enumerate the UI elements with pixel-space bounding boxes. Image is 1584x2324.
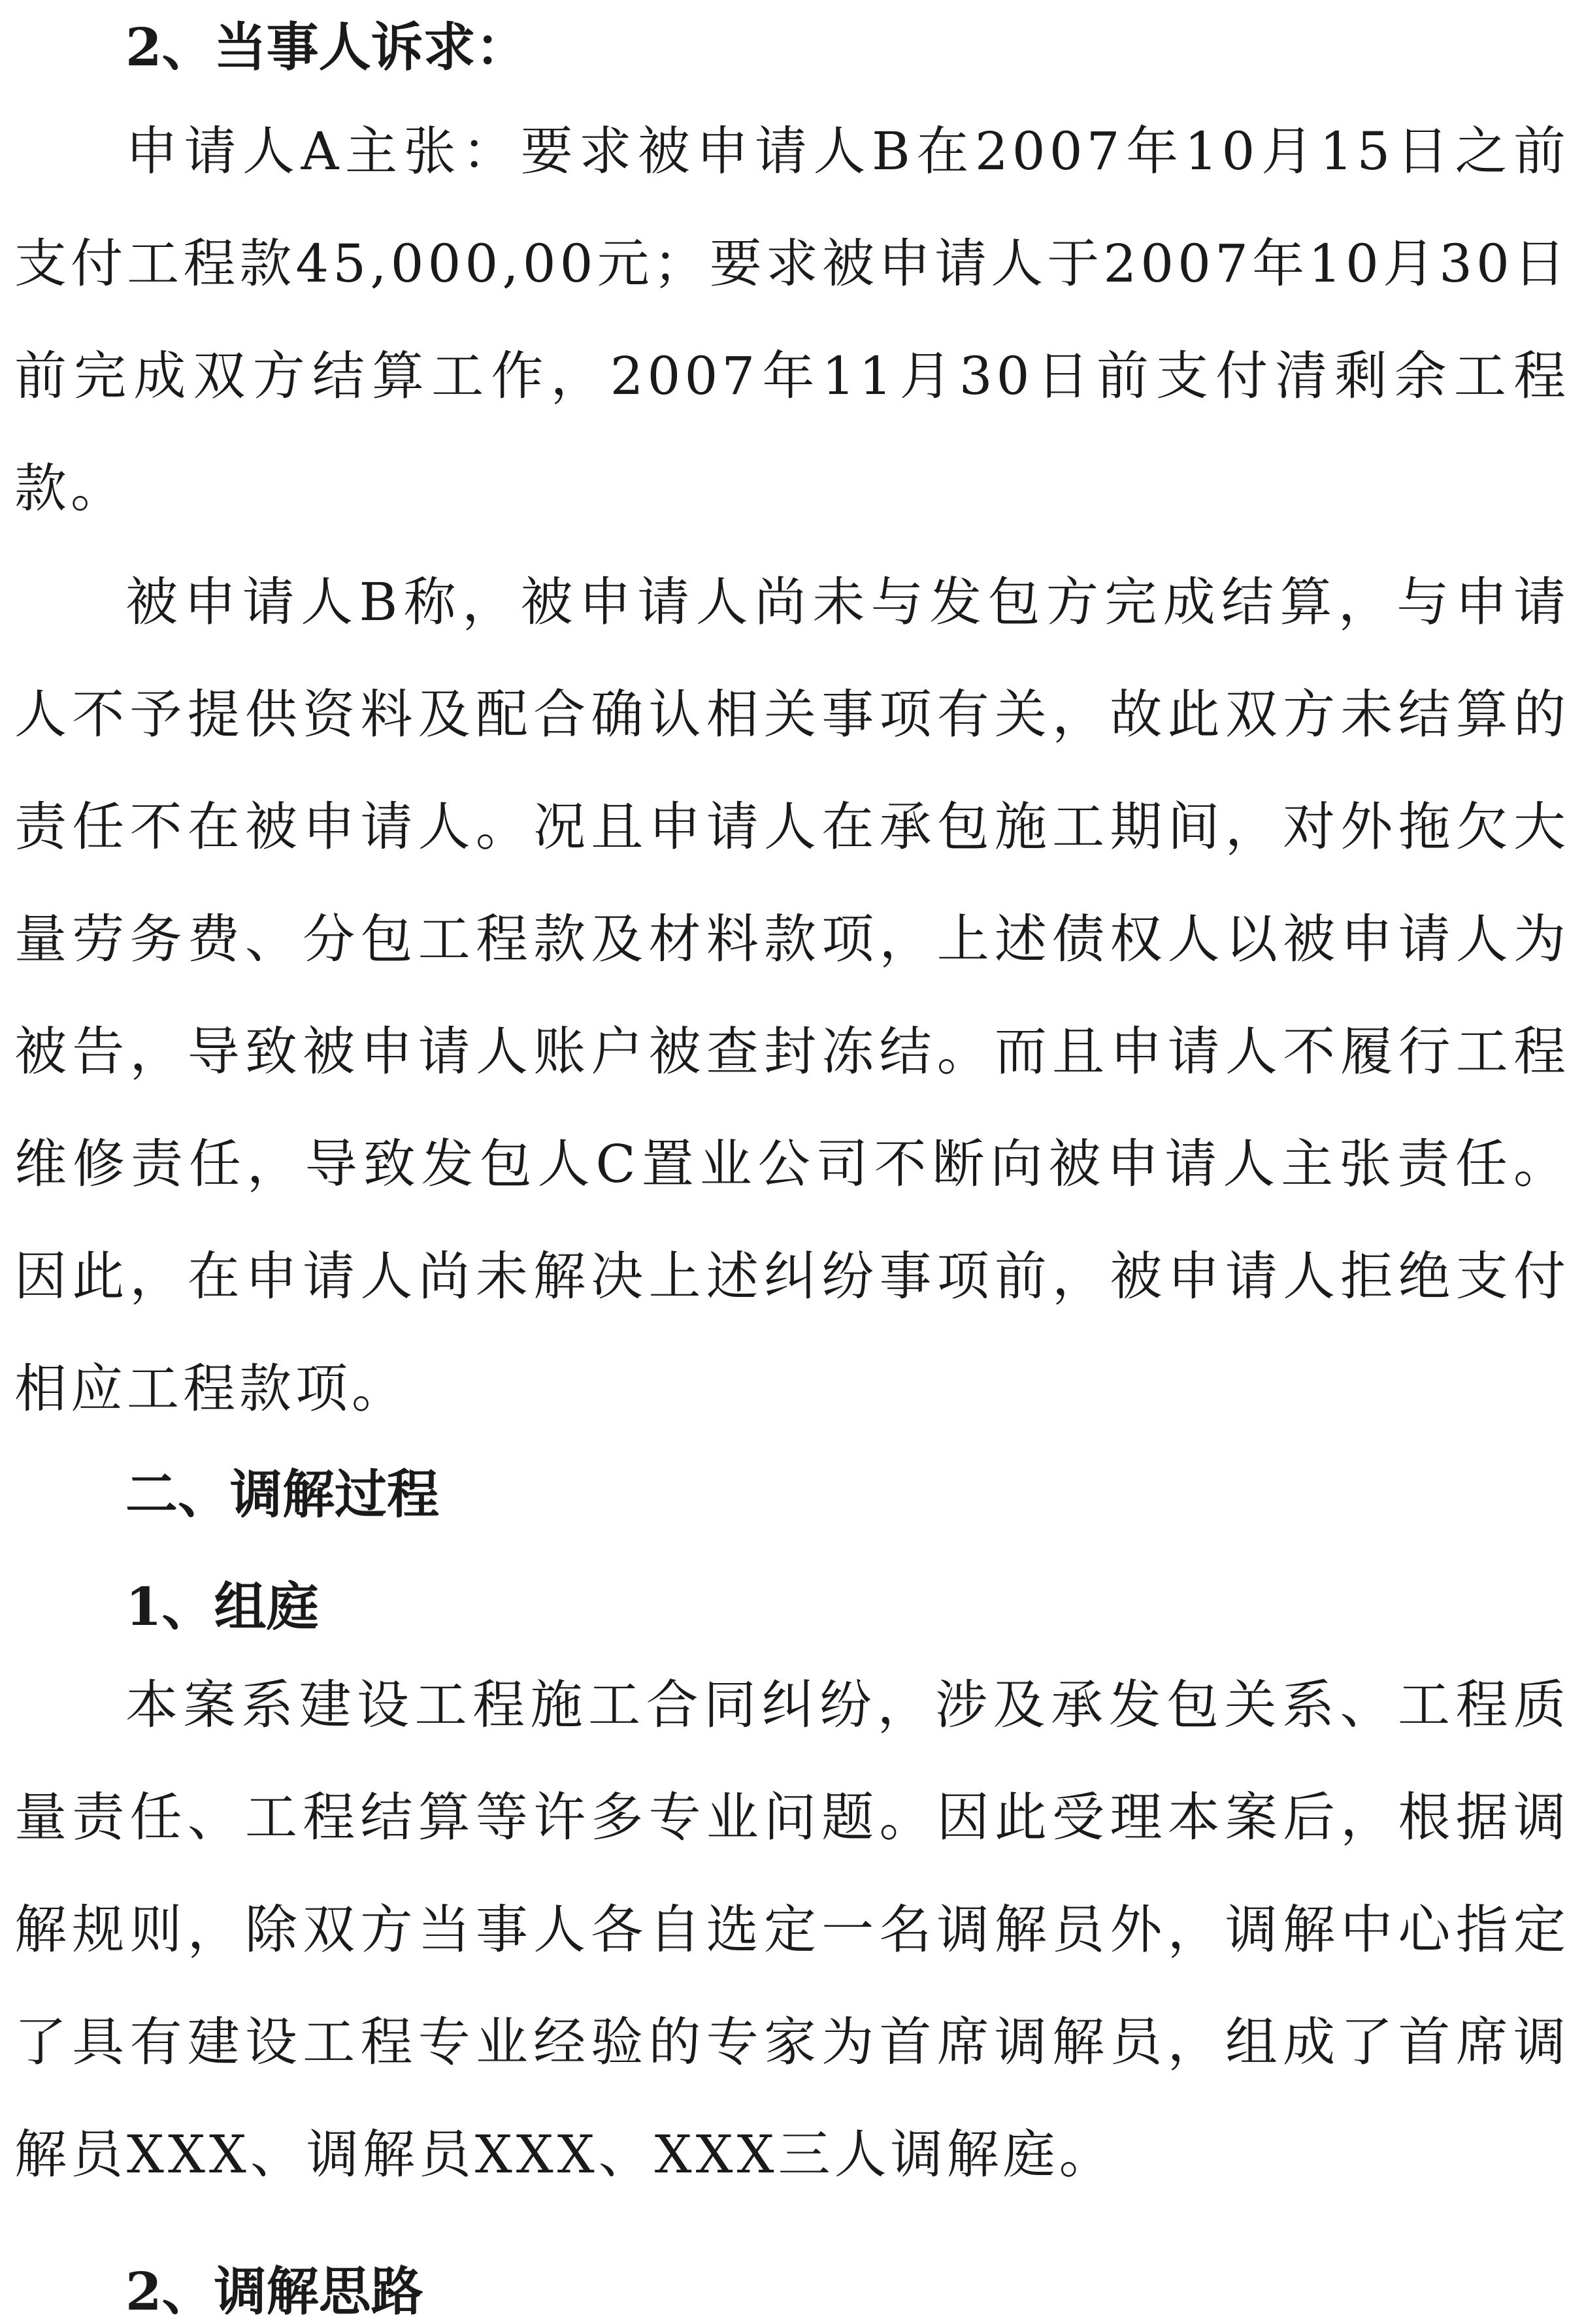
paragraph-applicant-claim: 申请人A主张：要求被申请人B在2007年10月15日之前支付工程款45,000,00元；要求被申请人于2007年10月30日前完成双方结算工作，2007年11月30日前支付清剩余工程款。 [14,121,1570,519]
heading-claims: 2、当事人诉求： [125,16,528,78]
paragraph-tribunal: 本案系建设工程施工合同纠纷，涉及承发包关系、工程质量责任、工程结算等许多专业问题。因此受理本案后，根据调解规则，除双方当事人各自选定一名调解员外，调解中心指定了具有建设工程专业经验的专家为首席调解员，组成了首席调解员XXX、调解员XXX、XXX三人调解庭。 [14,1675,1570,2185]
heading-mediation-process: 二、调解过程 [125,1464,439,1525]
heading-tribunal: 1、组庭 [125,1576,319,1637]
heading-approach: 2、调解思路 [125,2261,423,2322]
paragraph-respondent-statement: 被申请人B称，被申请人尚未与发包方完成结算，与申请人不予提供资料及配合确认相关事项有关，故此双方未结算的责任不在被申请人。况且申请人在承包施工期间，对外拖欠大量劳务费、分包工程款及材料款项，上述债权人以被申请人为被告，导致被申请人账户被查封冻结。而且申请人不履行工程维修责任，导致发包人C置业公司不断向被申请人主张责任。因此，在申请人尚未解决上述纠纷事项前，被申请人拒绝支付相应工程款项。 [14,572,1570,1419]
